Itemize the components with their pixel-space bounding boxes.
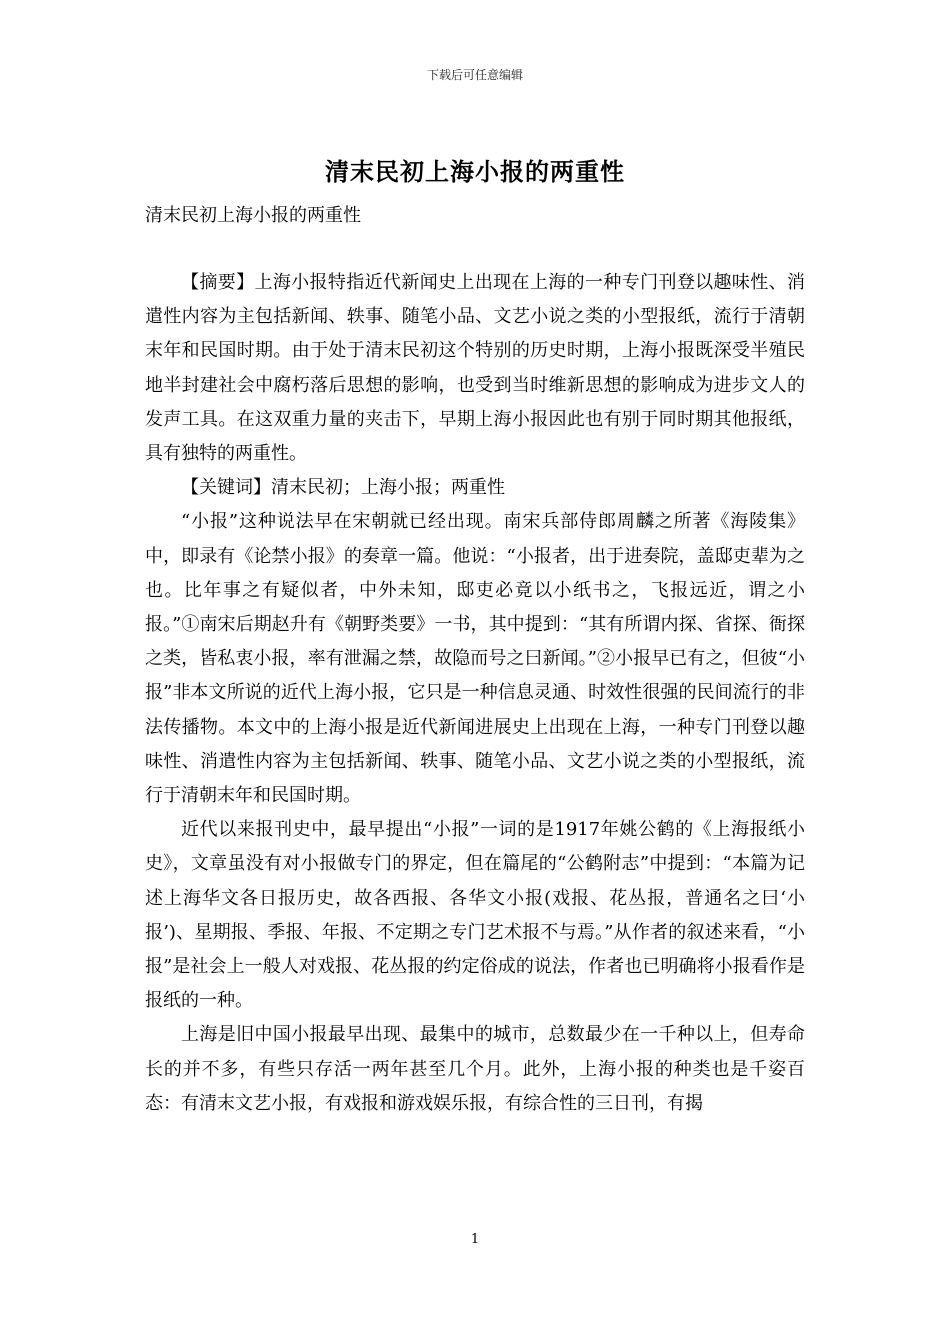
page-header-note: 下载后可任意编辑	[426, 68, 523, 82]
document-title: 清末民初上海小报的两重性	[325, 158, 625, 186]
abstract-paragraph: 【摘要】上海小报特指近代新闻史上出现在上海的一种专门刊登以趣味性、消遣性内容为主包括新闻、轶事、随笔小品、文艺小说之类的小型报纸，流行于清朝末年和民国时期。由于处于清末民初这个特别的历史时期，上海小报既深受半殖民地半封建社会中腐朽落后思想的影响，也受到当时维新思想的影响成为进步文人的发声工具。在这双重力量的夹击下，早期上海小报因此也有别于同时期其他报纸，具有独特的两重性。	[145, 272, 805, 465]
page-number: 1	[470, 1232, 480, 1247]
document-subtitle: 清末民初上海小报的两重性	[145, 205, 361, 226]
document-body	[145, 266, 805, 1121]
body-paragraph: 上海是旧中国小报最早出现、最集中的城市，总数最少在一千种以上，但寿命长的并不多，有些只存活一两年甚至几个月。此外，上海小报的种类也是千姿百态：有清末文艺小报，有戏报和游戏娱乐报，有综合性的三日刊，有揭	[145, 1024, 805, 1114]
body-paragraph: “小报”这种说法早在宋朝就已经出现。南宋兵部侍郎周麟之所著《海陵集》中，即录有《论禁小报》的奏章一篇。他说：“小报者，出于进奏院，盖邸吏辈为之也。比年事之有疑似者，中外未知，邸吏必竟以小纸书之，飞报远近，谓之小报。”①南宋后期赵升有《朝野类要》一书，其中提到：“其有所谓内探、省探、衙探之类，皆私衷小报，率有泄漏之禁，故隐而号之曰新闻。”②小报早已有之，但彼“小报”非本文所说的近代上海小报，它只是一种信息灵通、时效性很强的民间流行的非法传播物。本文中的上海小报是近代新闻进展史上出现在上海，一种专门刊登以趣味性、消遣性内容为主包括新闻、轶事、随笔小品、文艺小说之类的小型报纸，流行于清朝末年和民国时期。	[145, 511, 805, 807]
body-paragraph: 近代以来报刊史中，最早提出“小报”一词的是1917年姚公鹤的《上海报纸小史》，文章虽没有对小报做专门的界定，但在篇尾的“公鹤附志”中提到：“本篇为记述上海华文各日报历史，故各西报、各华文小报(戏报、花丛报，普通名之曰‘小报’)、星期报、季报、年报、不定期之专门艺术报不与焉。”从作者的叙述来看，“小报”是社会上一般人对戏报、花丛报的约定俗成的说法，作者也已明确将小报看作是报纸的一种。	[145, 819, 805, 1012]
keywords-paragraph: 【关键词】清末民初；上海小报；两重性	[181, 477, 505, 499]
